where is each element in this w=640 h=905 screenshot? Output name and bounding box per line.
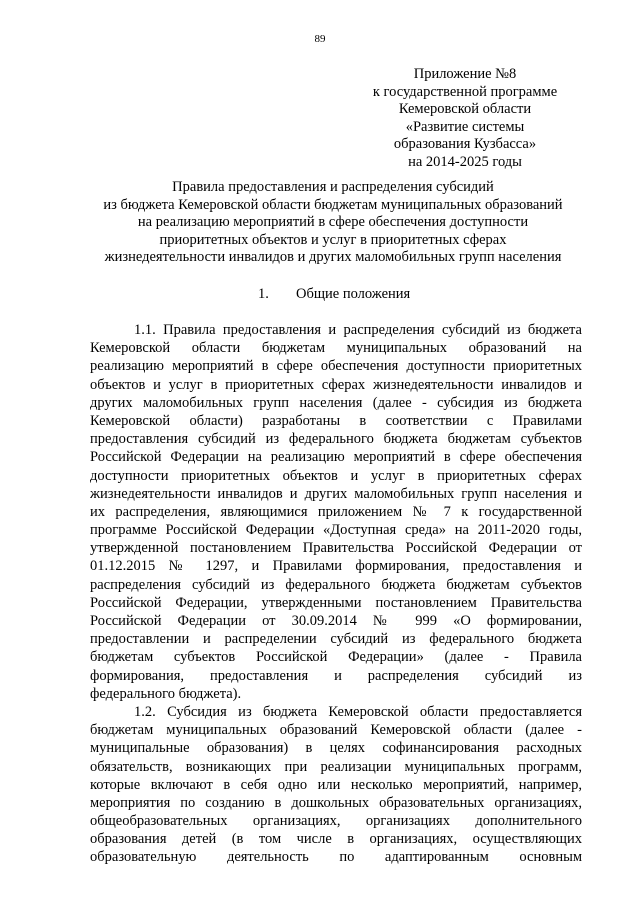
section-number: 1. xyxy=(258,286,269,302)
paragraph-line: жизнедеятельности инвалидов и других маломобильных групп населения и xyxy=(90,485,582,502)
paragraph-line: 1.1. Правила предоставления и распределения субсидий из бюджета xyxy=(134,322,582,338)
paragraph-line: образовательную деятельность по адаптированным основным xyxy=(90,849,582,866)
paragraph-line: предоставления субсидий из федерального бюджета бюджетам субъектов xyxy=(90,431,582,448)
body-text xyxy=(90,321,582,867)
appendix-line: «Развитие системы xyxy=(405,118,525,135)
paragraph-line: бюджетам субъектов Российской Федерации» (далее - Правила xyxy=(90,649,582,666)
title-line: приоритетных объектов и услуг в приоритетных сферах xyxy=(159,231,507,248)
paragraph-line: утвержденной постановлением Правительства Российской Федерации от xyxy=(90,540,582,557)
paragraph-line: других маломобильных групп населения (далее - субсидия из бюджета xyxy=(90,394,582,411)
appendix-line: Приложение №8 xyxy=(413,66,517,82)
paragraph-line: программе Российской Федерации «Доступная среда» на 2011-2020 годы, xyxy=(90,522,582,539)
title-line: жизнедеятельности инвалидов и других маломобильных групп населения xyxy=(104,249,562,266)
section-title: Общие положения xyxy=(296,286,411,302)
paragraph-line: Российской Федерации от 30.09.2014 № 999 «О формировании, xyxy=(90,613,582,629)
paragraph-line: которые включают в себя одно или несколько мероприятий, например, xyxy=(90,776,582,793)
appendix-note xyxy=(362,66,568,172)
page-number: 89 xyxy=(314,33,326,45)
paragraph-line: бюджетам муниципальных образований Кемеровской области (далее - xyxy=(90,722,582,739)
paragraph-line: Кемеровской области бюджетам муниципальных образований на xyxy=(90,340,582,357)
paragraph-line: общеобразовательных организациях, организациях дополнительного xyxy=(90,813,582,830)
paragraph-line: федерального бюджета). xyxy=(90,685,242,702)
paragraph-line: объектов и услуг в приоритетных сферах жизнедеятельности инвалидов и xyxy=(90,376,582,393)
paragraph-line: образования детей (в том числе в организациях, осуществляющих xyxy=(90,831,582,848)
paragraph-line: Российской Федерации, утвержденными постановлением Правительства xyxy=(90,594,582,611)
title-line: из бюджета Кемеровской области бюджетам муниципальных образований xyxy=(103,196,563,213)
paragraph-line: муниципальные образования) в целях софинансирования расходных xyxy=(90,740,582,757)
appendix-line: на 2014-2025 годы xyxy=(408,153,522,170)
appendix-line: образования Кузбасса» xyxy=(393,136,537,153)
title-line: на реализацию мероприятий в сфере обеспечения доступности xyxy=(137,214,529,231)
paragraph-line: распределения субсидий из федерального бюджета бюджетам субъектов xyxy=(90,576,582,593)
paragraph-line: реализацию мероприятий в сфере обеспечения доступности приоритетных xyxy=(90,358,582,375)
paragraph-line: формирования, предоставления и распределения субсидий из xyxy=(90,667,582,684)
title-line: Правила предоставления и распределения субсидий xyxy=(172,179,494,195)
paragraph-line: их распределения, являющимися приложением № 7 к государственной xyxy=(90,503,582,520)
appendix-line: к государственной программе xyxy=(372,83,558,100)
paragraph-line: мероприятия по созданию в дошкольных образовательных организациях, xyxy=(90,794,582,811)
paragraph-line: обязательств, возникающих при реализации муниципальных программ, xyxy=(90,758,582,775)
paragraph-line: 1.2. Субсидия из бюджета Кемеровской области предоставляется xyxy=(134,703,582,720)
paragraph-line: Российской Федерации на реализацию мероприятий в сфере обеспечения xyxy=(90,449,582,466)
document-title xyxy=(80,179,586,267)
paragraph-line: предоставлении и распределении субсидий из федерального бюджета xyxy=(90,631,582,648)
paragraph-line: доступности приоритетных объектов и услуг в приоритетных сферах xyxy=(90,467,582,484)
paragraph-line: Кемеровской области) разработаны в соответствии с Правилами xyxy=(90,412,582,429)
appendix-line: Кемеровской области xyxy=(398,101,532,118)
paragraph-line: 01.12.2015 № 1297, и Правилами формирования, предоставления и xyxy=(90,558,582,575)
